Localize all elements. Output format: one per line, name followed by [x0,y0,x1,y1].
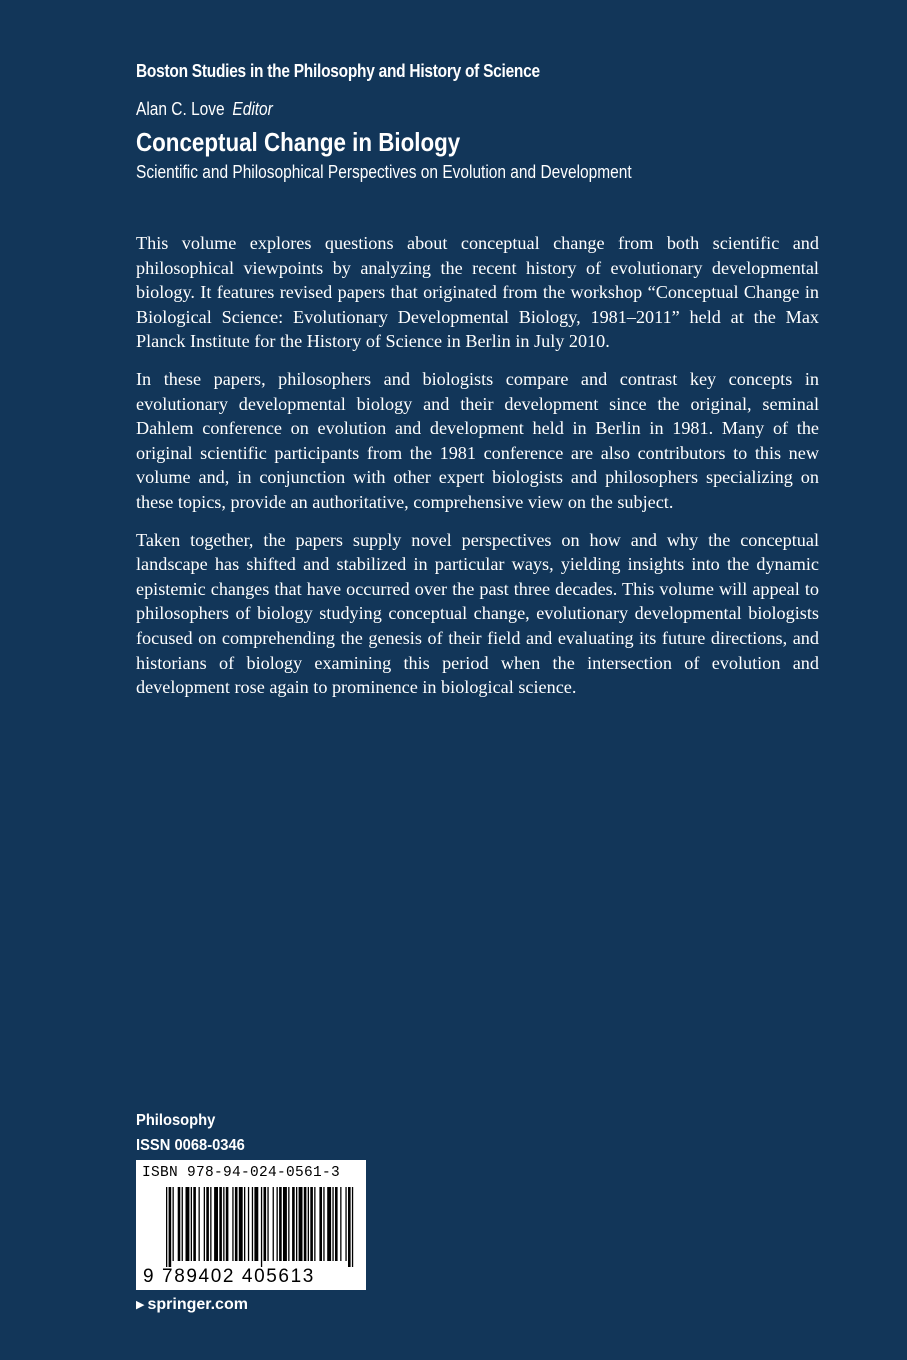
barcode-bar [277,1187,278,1261]
website-label: springer.com [147,1296,248,1313]
barcode-bar [327,1187,331,1261]
barcode-bar [319,1187,322,1261]
barcode-bar [288,1187,289,1261]
barcode-bar [219,1187,222,1261]
barcode-bar [283,1187,287,1261]
barcode-bar [352,1187,353,1267]
barcode-bar [296,1187,297,1261]
barcode-bar [261,1187,262,1267]
book-title: Conceptual Change in Biology [136,127,461,157]
subject-label: Philosophy [136,1112,216,1129]
barcode-bar [323,1187,324,1261]
barcode-bar [232,1187,233,1261]
barcode-bar [199,1187,200,1261]
barcode-bar [348,1187,351,1267]
barcode-bar [252,1187,253,1261]
arrow-right-icon: ▶ [136,1299,145,1311]
editor-line [136,99,273,120]
barcode-bar [345,1187,346,1261]
blurb-paragraph: In these papers, philosophers and biologists compare and contrast key concepts in evolutionary developmental biology and their development since the original, seminal Dahlem conference on evolution and development held in Berlin in 1981. Many of the original scientific participants from the 1981 conference are also contributors to this new volume and, in conjunction with other expert biologists and philosophers specializing on these topics, provide an authoritative, comprehensive view on the subject. [136,368,819,512]
issn-label: ISSN 0068-0346 [136,1137,245,1154]
barcode-bar [166,1187,167,1267]
barcode-bar [178,1187,181,1261]
barcode-bar [299,1187,303,1261]
barcode-bar [193,1187,196,1261]
barcode-bar [279,1187,282,1261]
barcode-bar [264,1187,267,1261]
barcode-bar [244,1187,245,1261]
barcode-bar [254,1187,258,1261]
blurb-paragraph: This volume explores questions about conceptual change from both scientific and philosophical viewpoints by analyzing the recent history of evolutionary developmental biology. It features revised papers that originated from the workshop “Conceptual Change in Biological Science: Evolutionary Developmental Biology, 1981–2011” held at the Max Planck Institute for the History of Science in Berlin in July 2010. [136,233,819,352]
barcode-bar [191,1187,192,1261]
barcode-bar [308,1187,309,1261]
blurb-paragraph: Taken together, the papers supply novel perspectives on how and why the conceptual landscape has shifted and stabilized in particular ways, yielding insights into the dynamic epistemic changes that have occurred over the past three decades. This volume will appeal to philosophers of biology studying conceptual change, evolutionary developmental biologists focused on comprehending the genesis of their field and evaluating its future directions, and historians of biology examining this period when the intersection of evolution and development rose again to prominence in biological science. [136,529,819,698]
barcode-bar [182,1187,183,1261]
barcode-bar [273,1187,274,1261]
editor-name: Alan C. Love [136,99,225,119]
barcode-bar [223,1187,224,1261]
barcode-bar [304,1187,307,1261]
barcode-bar [340,1187,341,1261]
blurb [136,231,819,713]
barcode-bar [292,1187,295,1261]
book-subtitle: Scientific and Philosophical Perspectives on Evolution and Development [136,162,632,182]
barcode-bar [214,1187,218,1261]
series-name: Boston Studies in the Philosophy and History of Science [136,61,540,81]
barcode-bar [310,1187,313,1261]
barcode-bar [206,1187,209,1261]
barcode-bar [335,1187,338,1261]
barcode-bar [226,1187,229,1261]
barcode-bar [239,1187,243,1261]
isbn-text: ISBN 978-94-024-0561-3 [142,1165,341,1181]
barcode-bar [210,1187,211,1261]
barcode-bar [314,1187,315,1261]
barcode-bar [248,1187,249,1261]
barcode-bar [169,1187,172,1267]
barcode-bar [235,1187,238,1261]
barcode-digits: 9 789402 405613 [143,1266,315,1287]
editor-role: Editor [232,99,273,119]
barcode-bar [204,1187,205,1261]
barcode-bar [267,1187,268,1261]
publisher-website[interactable] [136,1296,248,1314]
barcode-bar [173,1187,174,1261]
isbn-barcode [136,1160,366,1290]
barcode-bar [186,1187,190,1261]
barcode-bar [332,1187,333,1261]
